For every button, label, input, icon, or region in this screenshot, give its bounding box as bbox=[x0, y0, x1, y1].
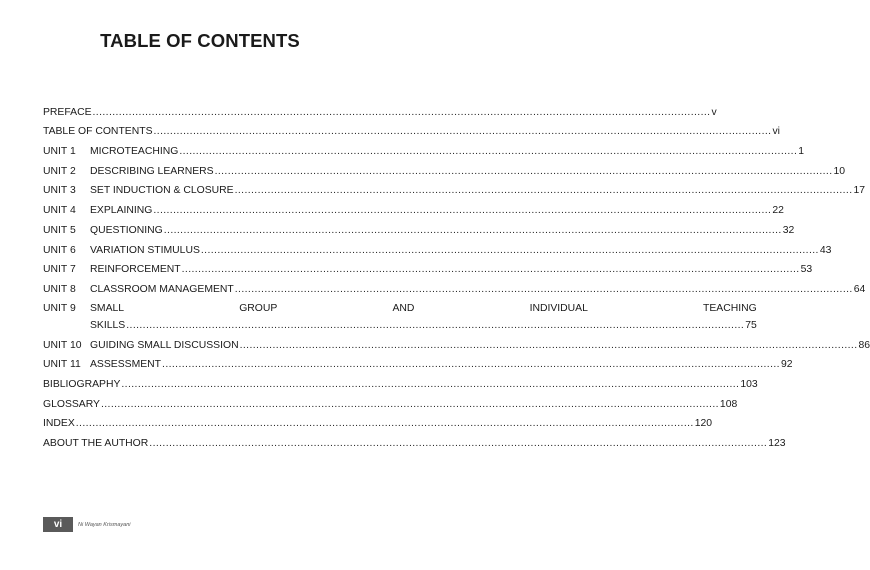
toc-entry-label: EXPLAINING bbox=[90, 205, 153, 217]
toc-entry-preface[interactable] bbox=[43, 99, 717, 119]
dot-leader bbox=[215, 165, 833, 178]
toc-entry-label-word: GROUP bbox=[239, 302, 278, 314]
unit-number: UNIT 11 bbox=[43, 359, 81, 371]
dot-leader bbox=[162, 358, 780, 371]
page-number-badge: vi bbox=[43, 517, 73, 532]
toc-entry-label: INDEX bbox=[43, 418, 75, 430]
dot-leader bbox=[179, 145, 797, 158]
toc-entry-page: 86 bbox=[858, 339, 870, 351]
toc-entry-page: v bbox=[711, 106, 717, 118]
toc-entry-label: SET INDUCTION & CLOSURE bbox=[90, 185, 234, 197]
unit-number: UNIT 6 bbox=[43, 244, 76, 256]
toc-entry-bibliography[interactable] bbox=[43, 371, 758, 391]
toc-entry-label-line-1 bbox=[90, 302, 757, 318]
toc-entry-page: 92 bbox=[780, 359, 793, 371]
toc-entry-page: 108 bbox=[719, 398, 738, 410]
unit-number: UNIT 4 bbox=[43, 205, 76, 217]
toc-entry-label: TABLE OF CONTENTS bbox=[43, 126, 153, 138]
page-title: TABLE OF CONTENTS bbox=[100, 30, 300, 51]
toc-entry-page: 123 bbox=[768, 438, 786, 449]
unit-number: UNIT 8 bbox=[43, 283, 76, 295]
unit-number: UNIT 5 bbox=[43, 224, 76, 236]
toc-entry-label: QUESTIONING bbox=[90, 224, 163, 236]
toc-entry-page: 53 bbox=[800, 264, 813, 276]
dot-leader bbox=[101, 398, 719, 411]
toc-entry-label: GLOSSARY bbox=[43, 398, 100, 410]
toc-entry-unit-6[interactable] bbox=[43, 237, 832, 257]
dot-leader bbox=[153, 204, 771, 217]
toc-entry-unit-2[interactable] bbox=[43, 158, 846, 178]
toc-entry-label-word: INDIVIDUAL bbox=[529, 302, 588, 314]
toc-entry-page: 120 bbox=[694, 418, 713, 430]
toc-entry-label: ABOUT THE AUTHOR bbox=[43, 438, 149, 449]
toc-entry-unit-9[interactable] bbox=[43, 296, 757, 332]
toc-entry-index[interactable] bbox=[43, 411, 713, 431]
unit-number: UNIT 3 bbox=[43, 185, 76, 197]
toc-entry-label: BIBLIOGRAPHY bbox=[43, 378, 121, 390]
dot-leader bbox=[76, 417, 694, 430]
toc-entry-unit-11[interactable] bbox=[43, 352, 793, 372]
toc-entry-label: MICROTEACHING bbox=[90, 146, 179, 158]
toc-entry-unit-7[interactable] bbox=[43, 257, 813, 277]
dot-leader bbox=[201, 244, 819, 257]
toc-entry-label: ASSESSMENT bbox=[90, 359, 162, 371]
dot-leader bbox=[235, 184, 853, 197]
toc-entry-unit-1[interactable] bbox=[43, 138, 805, 158]
toc-entry-unit-8[interactable] bbox=[43, 276, 866, 296]
toc-entry-page: 103 bbox=[740, 378, 758, 390]
toc-entry-page: 75 bbox=[745, 319, 757, 331]
toc-entry-label-word: SMALL bbox=[90, 302, 125, 314]
toc-entry-unit-5[interactable] bbox=[43, 217, 795, 237]
toc-entry-label: VARIATION STIMULUS bbox=[90, 244, 200, 256]
toc-entry-label: PREFACE bbox=[43, 106, 92, 118]
unit-number: UNIT 10 bbox=[43, 339, 82, 351]
toc-entry-page: 10 bbox=[833, 165, 846, 177]
toc-entry-label: DESCRIBING LEARNERS bbox=[90, 165, 214, 177]
dot-leader bbox=[121, 378, 739, 391]
toc-entry-page: 64 bbox=[853, 283, 866, 295]
toc-entry-label-word: AND bbox=[392, 302, 415, 314]
unit-number: UNIT 7 bbox=[43, 264, 76, 276]
dot-leader bbox=[93, 106, 711, 119]
toc-entry-unit-3[interactable] bbox=[43, 178, 866, 198]
toc-entry-unit-4[interactable] bbox=[43, 197, 784, 217]
dot-leader bbox=[235, 283, 853, 296]
toc-entry-label: REINFORCEMENT bbox=[90, 264, 181, 276]
dot-leader bbox=[126, 319, 744, 332]
toc-entry-glossary[interactable] bbox=[43, 391, 738, 411]
dot-leader bbox=[164, 224, 782, 237]
page-footer bbox=[43, 517, 130, 532]
toc-entry-unit-10[interactable] bbox=[43, 332, 870, 352]
dot-leader bbox=[154, 125, 772, 138]
toc-entry-label-word: TEACHING bbox=[703, 302, 757, 314]
toc-entry-page: 17 bbox=[853, 185, 866, 197]
toc-entry-page: 32 bbox=[782, 224, 795, 236]
dot-leader bbox=[182, 263, 800, 276]
toc-entry-label: CLASSROOM MANAGEMENT bbox=[90, 283, 234, 295]
toc-entry-contents[interactable] bbox=[43, 119, 780, 139]
unit-number: UNIT 1 bbox=[43, 146, 76, 158]
table-of-contents bbox=[43, 99, 870, 450]
toc-entry-label-continued: SKILLS bbox=[90, 319, 126, 331]
dot-leader bbox=[240, 339, 858, 352]
toc-entry-page: 22 bbox=[772, 205, 784, 217]
toc-entry-page: 1 bbox=[798, 146, 805, 158]
toc-entry-page: vi bbox=[772, 126, 780, 138]
dot-leader bbox=[149, 437, 767, 450]
unit-number: UNIT 2 bbox=[43, 165, 76, 177]
footer-author: Ni Wayan Krismayani bbox=[78, 521, 131, 528]
unit-number: UNIT 9 bbox=[43, 302, 76, 314]
toc-entry-label: GUIDING SMALL DISCUSSION bbox=[90, 339, 239, 351]
toc-entry-page: 43 bbox=[819, 244, 832, 256]
toc-entry-about-the-author[interactable] bbox=[43, 430, 786, 450]
